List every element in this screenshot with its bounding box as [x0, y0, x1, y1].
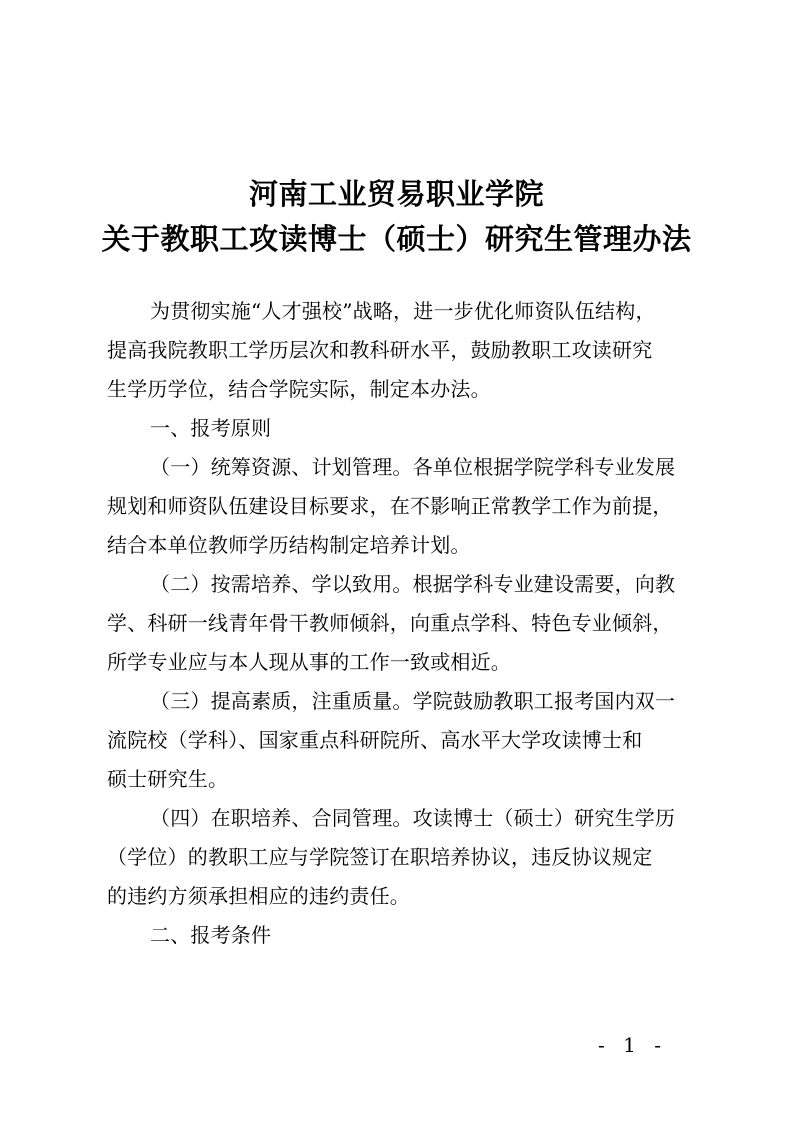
- section-1-item-2: [107, 565, 697, 682]
- item-1-line-2-b: 在不影响正常教学工作为前提，: [389, 494, 673, 518]
- page-number: - 1 -: [598, 1033, 667, 1057]
- item-2-line-1: [107, 565, 697, 604]
- item-2-line-1-mid: 根据学科专业建设需要，: [412, 572, 635, 596]
- item-2-line-2-b: 重点学科、特色专业: [430, 611, 613, 635]
- intro-paragraph: [107, 292, 697, 409]
- item-4-lead: （四）在职培养、合同管理。: [150, 806, 413, 830]
- item-2-line-2-a: 学、科研一线青年骨干教师倾斜，向: [107, 611, 431, 635]
- section-1-item-4: [107, 799, 697, 916]
- item-2-line-1-rest: 向教: [634, 572, 676, 596]
- item-2-line-2-c: 倾斜，: [612, 611, 673, 635]
- item-1-line-1: [107, 448, 697, 487]
- section-1-item-1: [107, 448, 697, 565]
- item-2-lead: （二）按需培养、学以致用。: [150, 572, 413, 596]
- item-4-line-3: 的违约方须承担相应的违约责任。: [107, 884, 410, 908]
- item-1-lead: （一）统筹资源、计划管理。: [150, 455, 413, 479]
- item-3-line-1: [107, 682, 697, 721]
- intro-line-3: 生学历学位，结合学院实际，制定本办法。: [107, 377, 491, 401]
- section-2-heading-block: [107, 916, 697, 955]
- item-1-line-2-a: 规划和师资队伍建设目标要求，: [107, 494, 390, 518]
- item-2-line-2: [107, 604, 697, 643]
- item-3-lead: （三）提高素质，注重质量。: [150, 689, 413, 713]
- item-3-line-3: 硕士研究生。: [107, 767, 229, 791]
- document-title-line-1: 河南工业贸易职业学院: [248, 177, 544, 211]
- item-1-line-2: [107, 487, 697, 526]
- item-4-line-1-rest: 攻读博士（硕士）研究生学历: [412, 806, 676, 830]
- item-3-line-1-rest: 学院鼓励教职工报考国内双一: [412, 689, 676, 713]
- document-title-line-2: 关于教职工攻读博士（硕士）研究生管理办法: [101, 222, 692, 256]
- section-2-heading: 二、报考条件: [150, 923, 272, 947]
- section-1-item-3: [107, 682, 697, 799]
- item-4-line-1: [107, 799, 697, 838]
- section-1-heading: 一、报考原则: [150, 416, 272, 440]
- intro-line-2: 提高我院教职工学历层次和教科研水平，鼓励教职工攻读研究: [107, 338, 653, 362]
- item-2-line-3: 所学专业应与本人现从事的工作一致或相近。: [107, 650, 511, 674]
- item-1-line-1-rest: 各单位根据学院学科专业发展: [412, 455, 676, 479]
- item-4-line-2: （学位）的教职工应与学院签订在职培养协议，违反协议规定: [107, 845, 653, 869]
- item-3-line-2: 流院校（学科）、国家重点科研院所、高水平大学攻读博士和: [107, 728, 643, 752]
- item-1-line-3: 结合本单位教师学历结构制定培养计划。: [107, 533, 471, 557]
- section-1-heading-block: [107, 409, 697, 448]
- intro-line-1: 为贯彻实施“人才强校”战略，进一步优化师资队伍结构，: [150, 299, 656, 323]
